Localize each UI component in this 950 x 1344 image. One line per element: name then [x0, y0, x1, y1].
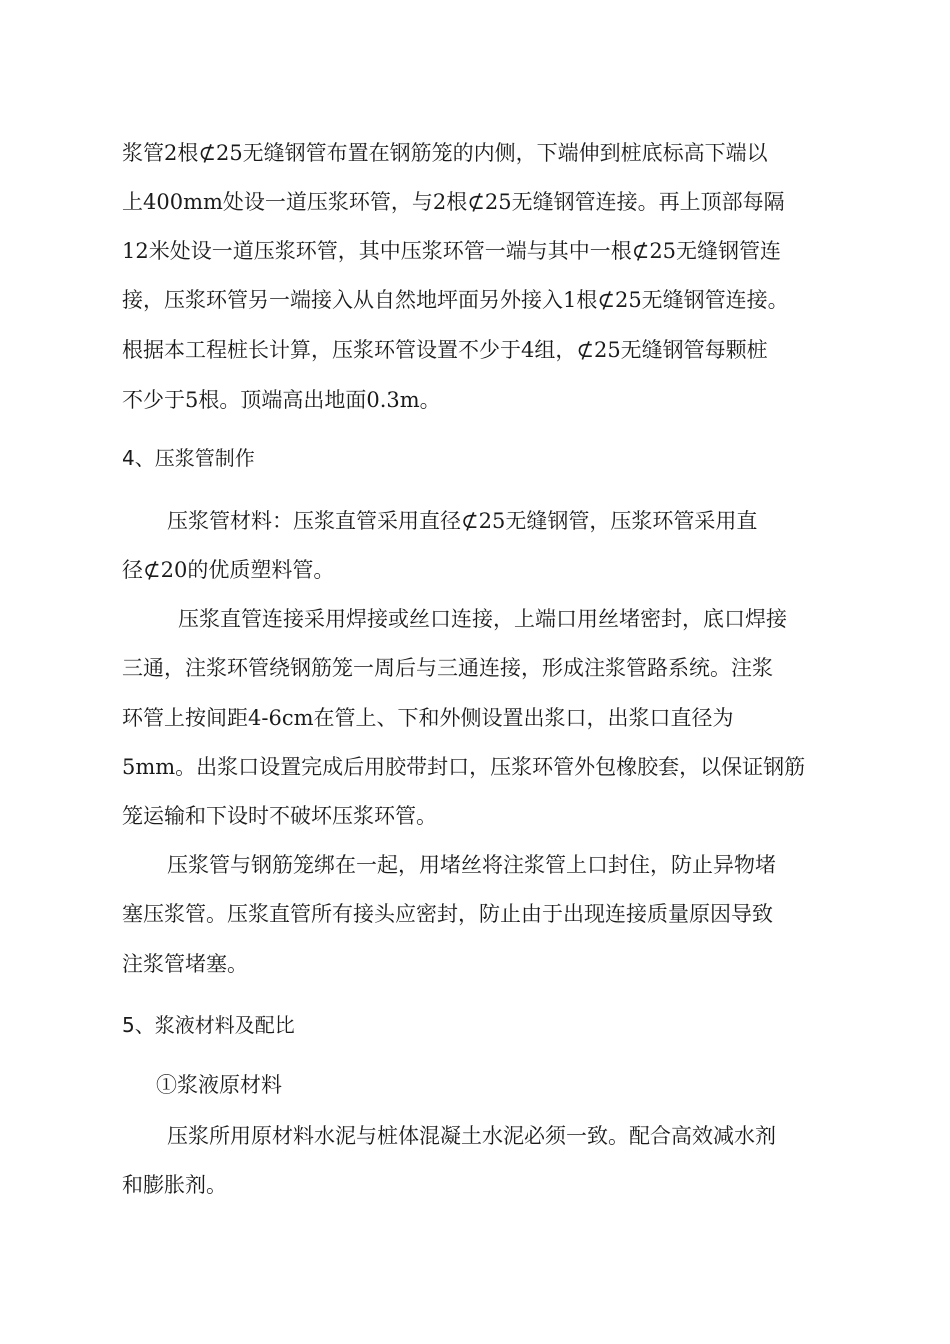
body-text-line: 压浆管与钢筋笼绑在一起，用堵丝将注浆管上口封住，防止异物堵 [167, 853, 776, 877]
body-text-line: 浆管2根⊄25无缝钢管布置在钢筋笼的内侧，下端伸到桩底标高下端以 [122, 141, 768, 165]
body-text-line: 接，压浆环管另一端接入从自然地坪面另外接入1根⊄25无缝钢管连接。 [122, 288, 789, 312]
body-text-line: 环管上按间距4-6cm在管上、下和外侧设置出浆口，出浆口直径为 [122, 706, 734, 730]
section-heading: 5、浆液材料及配比 [122, 1013, 295, 1037]
body-text-line: 上400mm处设一道压浆环管，与2根⊄25无缝钢管连接。再上顶部每隔 [122, 190, 785, 214]
body-text-line: 径⊄20的优质塑料管。 [122, 558, 335, 582]
body-text-line: 塞压浆管。压浆直管所有接头应密封，防止由于出现连接质量原因导致 [122, 902, 773, 926]
body-text-line: 笼运输和下设时不破坏压浆环管。 [122, 804, 437, 828]
body-text-line: 压浆所用原材料水泥与桩体混凝土水泥必须一致。配合高效减水剂 [167, 1124, 776, 1148]
body-text-line: 根据本工程桩长计算，压浆环管设置不少于4组，⊄25无缝钢管每颗桩 [122, 338, 768, 362]
body-text-line: 压浆管材料：压浆直管采用直径⊄25无缝钢管，压浆环管采用直 [167, 509, 758, 533]
body-text-line: 12米处设一道压浆环管，其中压浆环管一端与其中一根⊄25无缝钢管连 [122, 239, 782, 263]
body-text-line: 和膨胀剂。 [122, 1173, 227, 1197]
body-text-line: 三通，注浆环管绕钢筋笼一周后与三通连接，形成注浆管路系统。注浆 [122, 656, 773, 680]
section-heading: 4、压浆管制作 [122, 446, 255, 470]
body-text-line: 5mm。出浆口设置完成后用胶带封口，压浆环管外包橡胶套，以保证钢筋 [122, 755, 806, 779]
sub-heading: ①浆液原材料 [156, 1073, 282, 1097]
body-text-line: 注浆管堵塞。 [122, 952, 248, 976]
body-text-line: 不少于5根。顶端高出地面0.3m。 [122, 388, 441, 412]
body-text-line: 压浆直管连接采用焊接或丝口连接，上端口用丝堵密封，底口焊接 [178, 607, 787, 631]
